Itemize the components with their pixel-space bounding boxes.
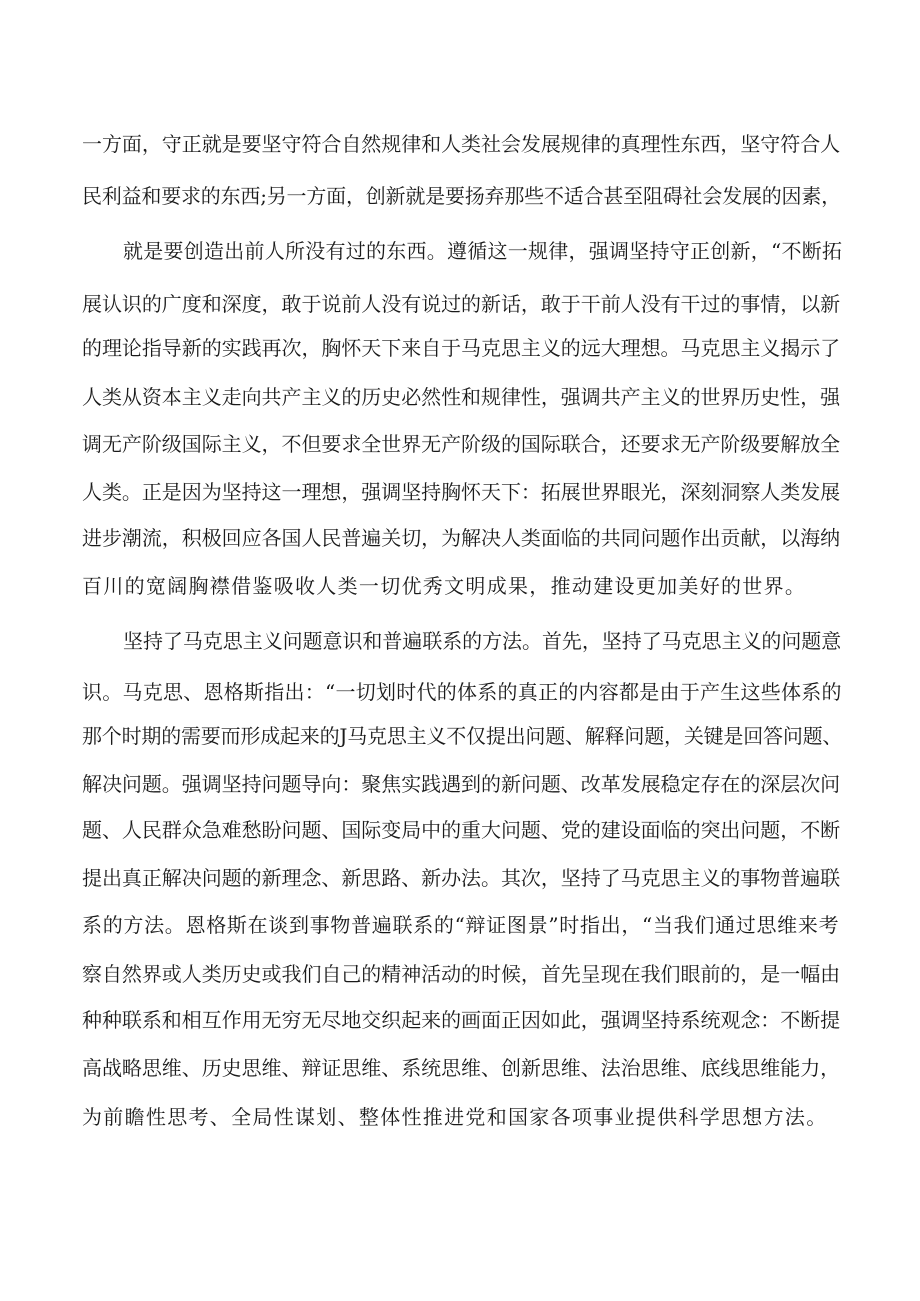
text-line: 百川的宽阔胸襟借鉴吸收人类一切优秀文明成果，推动建设更加美好的世界。	[82, 574, 807, 598]
text-line: 一方面，守正就是要坚守符合自然规律和人类社会发展规律的真理性东西，坚守符合人	[82, 132, 841, 156]
text-line: 人类。正是因为坚持这一理想，强调坚持胸怀天下：拓展世界眼光，深刻洞察人类发展	[82, 480, 841, 504]
text-line: 系的方法。恩格斯在谈到事物普遍联系的“辩证图景”时指出，“当我们通过思维来考	[82, 913, 840, 937]
text-line: 展认识的广度和深度，敢于说前人没有说过的新话，敢于干前人没有干过的事情，以新	[82, 292, 841, 316]
text-line: 为前瞻性思考、全局性谋划、整体性推进党和国家各项事业提供科学思想方法。	[82, 1105, 828, 1129]
text-line: 题、人民群众急难愁盼问题、国际变局中的重大问题、党的建设面临的突出问题，不断	[82, 818, 841, 842]
text-line: 的理论指导新的实践再次，胸怀天下来自于马克思主义的远大理想。马克思主义揭示了	[82, 336, 841, 360]
text-line: 进步潮流，积极回应各国人民普遍关切，为解决人类面临的共同问题作出贡献，以海纳	[82, 526, 841, 550]
text-line: 调无产阶级国际主义，不但要求全世界无产阶级的国际联合，还要求无产阶级要解放全	[82, 432, 841, 456]
text-line: 高战略思维、历史思维、辩证思维、系统思维、创新思维、法治思维、底线思维能力，	[82, 1056, 841, 1080]
text-line: 民利益和要求的东西;另一方面，创新就是要扬弃那些不适合甚至阻碍社会发展的因素，	[82, 184, 841, 208]
text-line: 识。马克思、恩格斯指出：“一切划时代的体系的真正的内容都是由于产生这些体系的	[82, 680, 842, 704]
text-line: 就是要创造出前人所没有过的东西。遵循这一规律，强调坚持守正创新，“不断拓	[123, 239, 843, 263]
text-line: 那个时期的需要而形成起来的J马克思主义不仅提出问题、解释问题，关键是回答问题、	[82, 724, 843, 748]
text-line: 人类从资本主义走向共产主义的历史必然性和规律性，强调共产主义的世界历史性，强	[82, 385, 841, 409]
text-line: 提出真正解决问题的新理念、新思路、新办法。其次，坚持了马克思主义的事物普遍联	[82, 866, 841, 890]
text-line: 坚持了马克思主义问题意识和普遍联系的方法。首先，坚持了马克思主义的问题意	[123, 629, 842, 653]
text-line: 种种联系和相互作用无穷无尽地交织起来的画面正因如此，强调坚持系统观念：不断提	[82, 1008, 841, 1032]
text-line: 察自然界或人类历史或我们自己的精神活动的时候，首先呈现在我们眼前的，是一幅由	[82, 962, 841, 986]
text-line: 解决问题。强调坚持问题导向：聚焦实践遇到的新问题、改革发展稳定存在的深层次问	[82, 772, 841, 796]
